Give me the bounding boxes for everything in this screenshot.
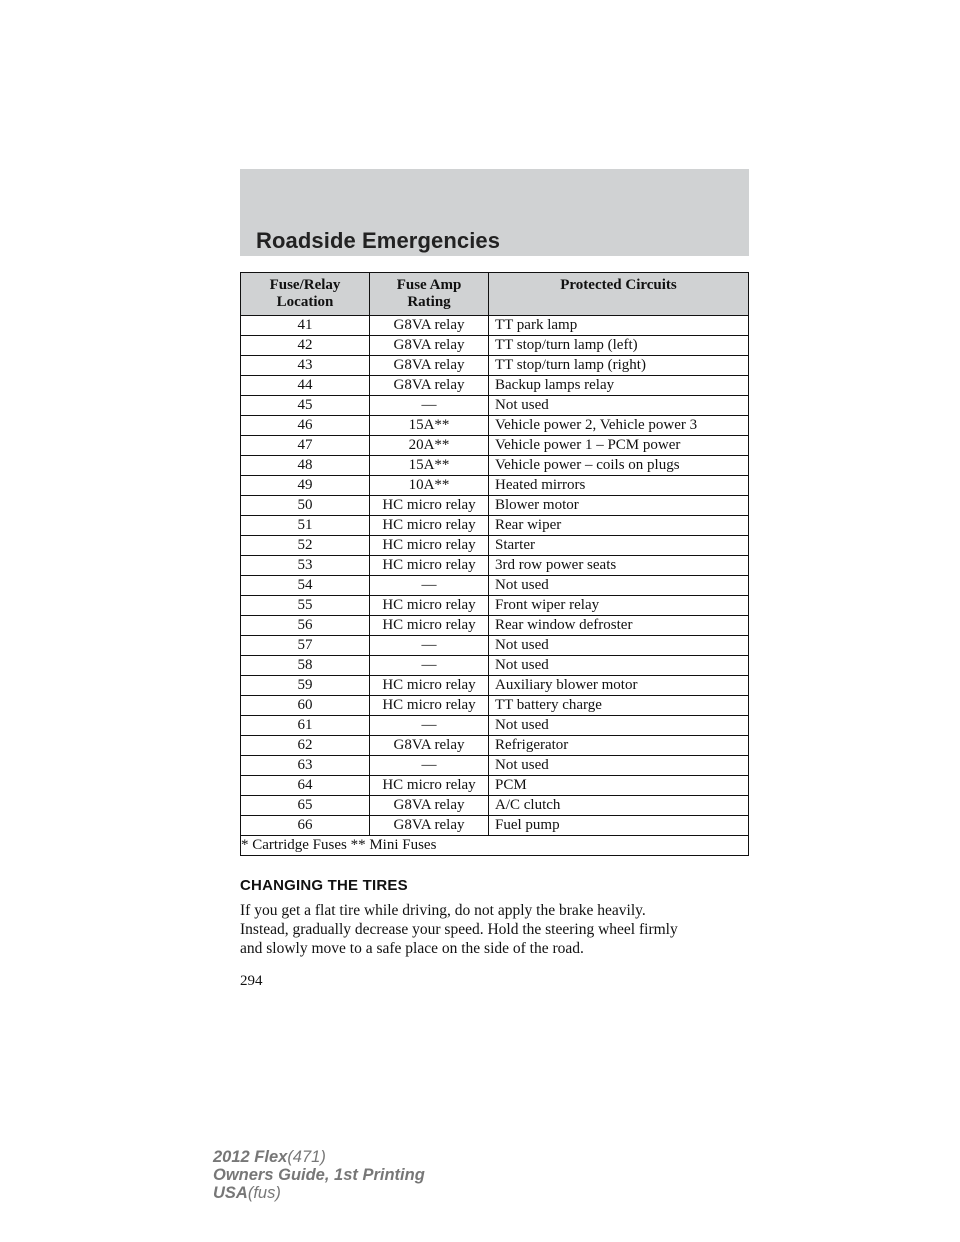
cell-rating: HC micro relay bbox=[370, 556, 489, 576]
cell-rating: 20A** bbox=[370, 436, 489, 456]
cell-circuit: Not used bbox=[489, 756, 749, 776]
table-row bbox=[241, 596, 749, 616]
cell-location: 51 bbox=[241, 516, 370, 536]
cell-rating: G8VA relay bbox=[370, 376, 489, 396]
table-row bbox=[241, 776, 749, 796]
cell-location: 63 bbox=[241, 756, 370, 776]
page-number: 294 bbox=[240, 973, 263, 989]
cell-circuit: Rear window defroster bbox=[489, 616, 749, 636]
cell-rating: HC micro relay bbox=[370, 496, 489, 516]
cell-circuit: Fuel pump bbox=[489, 816, 749, 836]
table-row bbox=[241, 736, 749, 756]
cell-circuit: PCM bbox=[489, 776, 749, 796]
cell-rating: 15A** bbox=[370, 416, 489, 436]
header-fuse-amp-rating: Fuse Amp Rating bbox=[370, 273, 489, 316]
paragraph bbox=[240, 901, 760, 958]
table-row bbox=[241, 416, 749, 436]
cell-location: 56 bbox=[241, 616, 370, 636]
cell-location: 61 bbox=[241, 716, 370, 736]
cell-rating: HC micro relay bbox=[370, 676, 489, 696]
cell-location: 52 bbox=[241, 536, 370, 556]
cell-circuit: Not used bbox=[489, 656, 749, 676]
cell-location: 48 bbox=[241, 456, 370, 476]
cell-circuit: TT stop/turn lamp (right) bbox=[489, 356, 749, 376]
cell-location: 49 bbox=[241, 476, 370, 496]
cell-location: 66 bbox=[241, 816, 370, 836]
cell-location: 43 bbox=[241, 356, 370, 376]
paragraph-line: Instead, gradually decrease your speed. Hold the steering wheel firmly bbox=[240, 921, 678, 938]
cell-rating: — bbox=[370, 756, 489, 776]
table-row bbox=[241, 356, 749, 376]
table-row bbox=[241, 696, 749, 716]
cell-rating: G8VA relay bbox=[370, 356, 489, 376]
paragraph-line: and slowly move to a safe place on the side of the road. bbox=[240, 940, 584, 957]
cell-location: 62 bbox=[241, 736, 370, 756]
table-row bbox=[241, 496, 749, 516]
cell-rating: HC micro relay bbox=[370, 516, 489, 536]
cell-rating: — bbox=[370, 716, 489, 736]
footer-line-1: 2012 Flex(471) bbox=[213, 1148, 326, 1166]
cell-circuit: Front wiper relay bbox=[489, 596, 749, 616]
cell-rating: HC micro relay bbox=[370, 616, 489, 636]
cell-location: 42 bbox=[241, 336, 370, 356]
paragraph-line: If you get a flat tire while driving, do not apply the brake heavily. bbox=[240, 902, 646, 919]
cell-circuit: Vehicle power – coils on plugs bbox=[489, 456, 749, 476]
footer-line-3: USA(fus) bbox=[213, 1184, 281, 1202]
cell-rating: G8VA relay bbox=[370, 336, 489, 356]
table-header-row bbox=[241, 273, 749, 316]
header-fuse-relay-location: Fuse/Relay Location bbox=[241, 273, 370, 316]
cell-location: 45 bbox=[241, 396, 370, 416]
cell-rating: — bbox=[370, 656, 489, 676]
cell-location: 64 bbox=[241, 776, 370, 796]
table-row bbox=[241, 476, 749, 496]
cell-location: 55 bbox=[241, 596, 370, 616]
cell-rating: 15A** bbox=[370, 456, 489, 476]
cell-rating: G8VA relay bbox=[370, 736, 489, 756]
cell-location: 59 bbox=[241, 676, 370, 696]
cell-location: 53 bbox=[241, 556, 370, 576]
footer-line-2: Owners Guide, 1st Printing bbox=[213, 1166, 425, 1184]
table-row bbox=[241, 636, 749, 656]
cell-location: 58 bbox=[241, 656, 370, 676]
cell-circuit: Rear wiper bbox=[489, 516, 749, 536]
print-footer bbox=[213, 1148, 425, 1202]
cell-rating: HC micro relay bbox=[370, 696, 489, 716]
cell-rating: G8VA relay bbox=[370, 316, 489, 336]
table-row bbox=[241, 716, 749, 736]
cell-circuit: Not used bbox=[489, 716, 749, 736]
cell-rating: HC micro relay bbox=[370, 536, 489, 556]
cell-location: 57 bbox=[241, 636, 370, 656]
cell-circuit: 3rd row power seats bbox=[489, 556, 749, 576]
table-row bbox=[241, 536, 749, 556]
cell-rating: — bbox=[370, 636, 489, 656]
table-row bbox=[241, 796, 749, 816]
cell-rating: — bbox=[370, 396, 489, 416]
cell-circuit: Vehicle power 2, Vehicle power 3 bbox=[489, 416, 749, 436]
subheading-changing-tires: CHANGING THE TIRES bbox=[240, 877, 408, 894]
table-row bbox=[241, 616, 749, 636]
cell-rating: HC micro relay bbox=[370, 776, 489, 796]
cell-circuit: TT stop/turn lamp (left) bbox=[489, 336, 749, 356]
cell-location: 46 bbox=[241, 416, 370, 436]
cell-location: 65 bbox=[241, 796, 370, 816]
table-row bbox=[241, 756, 749, 776]
cell-circuit: Blower motor bbox=[489, 496, 749, 516]
cell-rating: 10A** bbox=[370, 476, 489, 496]
table-row bbox=[241, 376, 749, 396]
table-row bbox=[241, 576, 749, 596]
cell-circuit: Vehicle power 1 – PCM power bbox=[489, 436, 749, 456]
cell-circuit: Backup lamps relay bbox=[489, 376, 749, 396]
table-row bbox=[241, 436, 749, 456]
cell-circuit: TT park lamp bbox=[489, 316, 749, 336]
table-row bbox=[241, 316, 749, 336]
cell-rating: — bbox=[370, 576, 489, 596]
fuse-table bbox=[240, 272, 749, 856]
cell-rating: G8VA relay bbox=[370, 816, 489, 836]
cell-circuit: TT battery charge bbox=[489, 696, 749, 716]
header-protected-circuits: Protected Circuits bbox=[489, 273, 749, 316]
cell-circuit: Refrigerator bbox=[489, 736, 749, 756]
cell-circuit: Heated mirrors bbox=[489, 476, 749, 496]
table-row bbox=[241, 656, 749, 676]
cell-circuit: Starter bbox=[489, 536, 749, 556]
table-row bbox=[241, 816, 749, 836]
cell-location: 50 bbox=[241, 496, 370, 516]
cell-circuit: Not used bbox=[489, 396, 749, 416]
table-footnote: * Cartridge Fuses ** Mini Fuses bbox=[241, 836, 749, 856]
table-row bbox=[241, 396, 749, 416]
cell-rating: G8VA relay bbox=[370, 796, 489, 816]
cell-location: 47 bbox=[241, 436, 370, 456]
table-row bbox=[241, 336, 749, 356]
cell-circuit: Not used bbox=[489, 636, 749, 656]
table-row bbox=[241, 516, 749, 536]
table-footnote-row bbox=[241, 836, 749, 856]
cell-circuit: Auxiliary blower motor bbox=[489, 676, 749, 696]
section-title: Roadside Emergencies bbox=[256, 228, 501, 253]
cell-circuit: Not used bbox=[489, 576, 749, 596]
table-row bbox=[241, 456, 749, 476]
cell-location: 54 bbox=[241, 576, 370, 596]
cell-location: 60 bbox=[241, 696, 370, 716]
table-row bbox=[241, 556, 749, 576]
table-row bbox=[241, 676, 749, 696]
cell-rating: HC micro relay bbox=[370, 596, 489, 616]
cell-location: 44 bbox=[241, 376, 370, 396]
cell-circuit: A/C clutch bbox=[489, 796, 749, 816]
cell-location: 41 bbox=[241, 316, 370, 336]
